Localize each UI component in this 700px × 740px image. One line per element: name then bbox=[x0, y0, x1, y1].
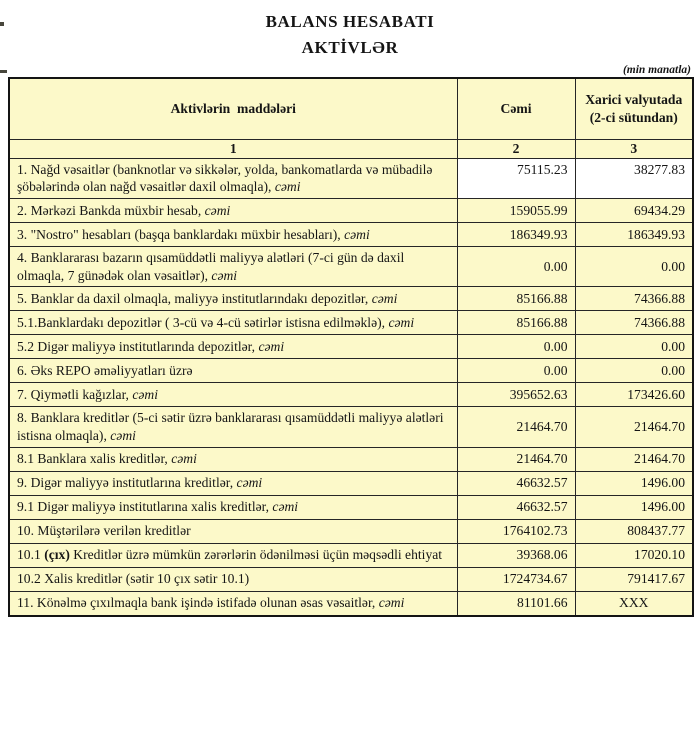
row-foreign-cell: 0.00 bbox=[575, 335, 693, 359]
row-label-segment: 5.1.Banklardakı depozitlər ( 3-cü və 4-cü sətirlər istisna edilməklə), bbox=[17, 315, 389, 331]
row-label bbox=[9, 247, 457, 287]
row-label-segment: cəmi bbox=[371, 291, 398, 307]
row-total-cell: 46632.57 bbox=[457, 495, 575, 519]
row-label bbox=[9, 223, 457, 247]
table-row bbox=[9, 471, 693, 495]
row-total-cell: 85166.88 bbox=[457, 311, 575, 335]
row-label-segment: cəmi bbox=[211, 267, 238, 283]
header-row bbox=[9, 78, 693, 140]
col-header-total: Cəmi bbox=[457, 78, 575, 140]
row-label bbox=[9, 335, 457, 359]
table-row bbox=[9, 591, 693, 616]
unit-note: (min manatla) bbox=[622, 64, 691, 76]
col-number-1: 1 bbox=[9, 140, 457, 159]
row-total-cell: 81101.66 bbox=[457, 591, 575, 616]
row-label bbox=[9, 383, 457, 407]
row-label-segment: 10.2 Xalis kreditlər (sətir 10 çıx sətir 10.1) bbox=[17, 571, 250, 587]
row-label-segment: 10.1 bbox=[17, 547, 45, 563]
scan-artifact bbox=[0, 22, 4, 26]
col-number-3: 3 bbox=[575, 140, 693, 159]
row-label-segment: cəmi bbox=[258, 339, 285, 355]
row-label bbox=[9, 287, 457, 311]
row-label bbox=[9, 199, 457, 223]
col-header-foreign: Xarici valyutada (2-ci sütundan) bbox=[575, 78, 693, 140]
row-label-segment: 10. Müştərilərə verilən kreditlər bbox=[17, 523, 191, 539]
row-label-segment: 3. "Nostro" hesabları (başqa banklardakı müxbir hesabları), bbox=[17, 226, 345, 242]
row-label-segment: cəmi bbox=[274, 179, 301, 195]
row-foreign-cell: 74366.88 bbox=[575, 287, 693, 311]
report-title-line1: BALANS HESABATI bbox=[265, 12, 435, 31]
table-row bbox=[9, 223, 693, 247]
row-label bbox=[9, 495, 457, 519]
table-row bbox=[9, 543, 693, 567]
row-foreign-cell: 38277.83 bbox=[575, 158, 693, 198]
row-total-cell: 0.00 bbox=[457, 247, 575, 287]
row-label-segment: cəmi bbox=[378, 595, 405, 611]
table-row bbox=[9, 447, 693, 471]
row-label bbox=[9, 311, 457, 335]
row-foreign-cell: 21464.70 bbox=[575, 407, 693, 447]
row-total-cell: 0.00 bbox=[457, 359, 575, 383]
row-foreign-cell: 69434.29 bbox=[575, 199, 693, 223]
row-label-segment: 9. Digər maliyyə institutlarına kreditlər, bbox=[17, 475, 237, 491]
rows-body bbox=[9, 158, 693, 616]
scan-artifact bbox=[0, 70, 7, 73]
col-header-items: Aktivlərin maddələri bbox=[9, 78, 457, 140]
row-label-segment: 7. Qiymətli kağızlar, bbox=[17, 387, 133, 403]
row-label-segment: 4. Banklararası bazarın qısamüddətli maliyyə alətləri (7-ci gün də daxil olmaqla, 7 günədək olan vəsaitlər), bbox=[17, 250, 405, 283]
table-row bbox=[9, 247, 693, 287]
row-foreign-cell: 791417.67 bbox=[575, 567, 693, 591]
row-foreign-cell: 74366.88 bbox=[575, 311, 693, 335]
row-label bbox=[9, 519, 457, 543]
row-foreign-cell: 21464.70 bbox=[575, 447, 693, 471]
row-total-cell: 46632.57 bbox=[457, 471, 575, 495]
table-row bbox=[9, 158, 693, 198]
row-label-segment: cəmi bbox=[272, 499, 299, 515]
row-label-segment: cəmi bbox=[171, 451, 197, 467]
row-label-segment: 11. Könəlmə çıxılmaqla bank işində istifadə olunan əsas vəsaitlər, bbox=[17, 595, 379, 611]
row-total-cell: 21464.70 bbox=[457, 447, 575, 471]
assets-table bbox=[8, 77, 694, 617]
row-label-segment: 5.2 Digər maliyyə institutlarında depozitlər, bbox=[17, 339, 259, 355]
row-total-cell: 1764102.73 bbox=[457, 519, 575, 543]
row-foreign-cell: 17020.10 bbox=[575, 543, 693, 567]
row-label bbox=[9, 359, 457, 383]
row-label-segment: 9.1 Digər maliyyə institutlarına xalis kreditlər, bbox=[17, 499, 273, 515]
report-title bbox=[0, 0, 700, 60]
table-row bbox=[9, 287, 693, 311]
row-total-cell: 159055.99 bbox=[457, 199, 575, 223]
row-label-segment: cəmi bbox=[110, 428, 136, 444]
row-total-cell: 0.00 bbox=[457, 335, 575, 359]
row-label-segment: 5. Banklar da daxil olmaqla, maliyyə institutlarındakı depozitlər, bbox=[17, 291, 372, 307]
row-total-cell: 85166.88 bbox=[457, 287, 575, 311]
report-title-line2: AKTİVLƏR bbox=[301, 37, 399, 57]
row-label-segment: cəmi bbox=[344, 226, 370, 242]
row-total-cell: 75115.23 bbox=[457, 158, 575, 198]
row-label-segment: cəmi bbox=[236, 475, 263, 491]
row-label-segment: 2. Mərkəzi Bankda müxbir hesab, bbox=[17, 202, 205, 218]
row-label bbox=[9, 591, 457, 616]
row-total-cell: 21464.70 bbox=[457, 407, 575, 447]
row-label-segment: 8. Banklara kreditlər (5-ci sətir üzrə banklararası qısamüddətli maliyyə alətləri istisna olmaqla), bbox=[17, 410, 444, 444]
row-total-cell: 395652.63 bbox=[457, 383, 575, 407]
row-foreign-cell: 1496.00 bbox=[575, 471, 693, 495]
table-row bbox=[9, 495, 693, 519]
row-foreign-cell: 186349.93 bbox=[575, 223, 693, 247]
row-foreign-cell: 0.00 bbox=[575, 247, 693, 287]
row-total-cell: 1724734.67 bbox=[457, 567, 575, 591]
table-row bbox=[9, 519, 693, 543]
table-row bbox=[9, 567, 693, 591]
table-row bbox=[9, 335, 693, 359]
row-label bbox=[9, 543, 457, 567]
col-number-2: 2 bbox=[457, 140, 575, 159]
row-foreign-cell: 0.00 bbox=[575, 359, 693, 383]
row-foreign-cell: XXX bbox=[575, 591, 693, 616]
row-label-segment: cəmi bbox=[204, 202, 231, 218]
table-row bbox=[9, 311, 693, 335]
row-foreign-cell: 173426.60 bbox=[575, 383, 693, 407]
row-label-segment: cəmi bbox=[132, 387, 159, 403]
row-label-segment: 1. Nağd vəsaitlər (banknotlar və sikkələr, yolda, bankomatlarda və mübadilə şöbələrində olan nağd vəsaitlər daxil olmaqla), bbox=[17, 161, 433, 195]
row-total-cell: 39368.06 bbox=[457, 543, 575, 567]
row-label bbox=[9, 158, 457, 198]
row-total-cell: 186349.93 bbox=[457, 223, 575, 247]
row-label-segment: cəmi bbox=[388, 315, 415, 331]
column-number-row bbox=[9, 140, 693, 159]
row-foreign-cell: 808437.77 bbox=[575, 519, 693, 543]
row-label-segment: 8.1 Banklara xalis kreditlər, bbox=[17, 451, 172, 467]
row-label-segment: (çıx) bbox=[44, 547, 70, 563]
row-label bbox=[9, 407, 457, 447]
table-row bbox=[9, 383, 693, 407]
row-label bbox=[9, 567, 457, 591]
row-label-segment: Kreditlər üzrə mümkün zərərlərin ödənilməsi üçün məqsədli ehtiyat bbox=[69, 547, 443, 563]
table-row bbox=[9, 199, 693, 223]
row-label-segment: 6. Əks REPO əməliyyatları üzrə bbox=[17, 363, 193, 379]
row-foreign-cell: 1496.00 bbox=[575, 495, 693, 519]
table-row bbox=[9, 407, 693, 447]
row-label bbox=[9, 447, 457, 471]
row-label bbox=[9, 471, 457, 495]
table-row bbox=[9, 359, 693, 383]
